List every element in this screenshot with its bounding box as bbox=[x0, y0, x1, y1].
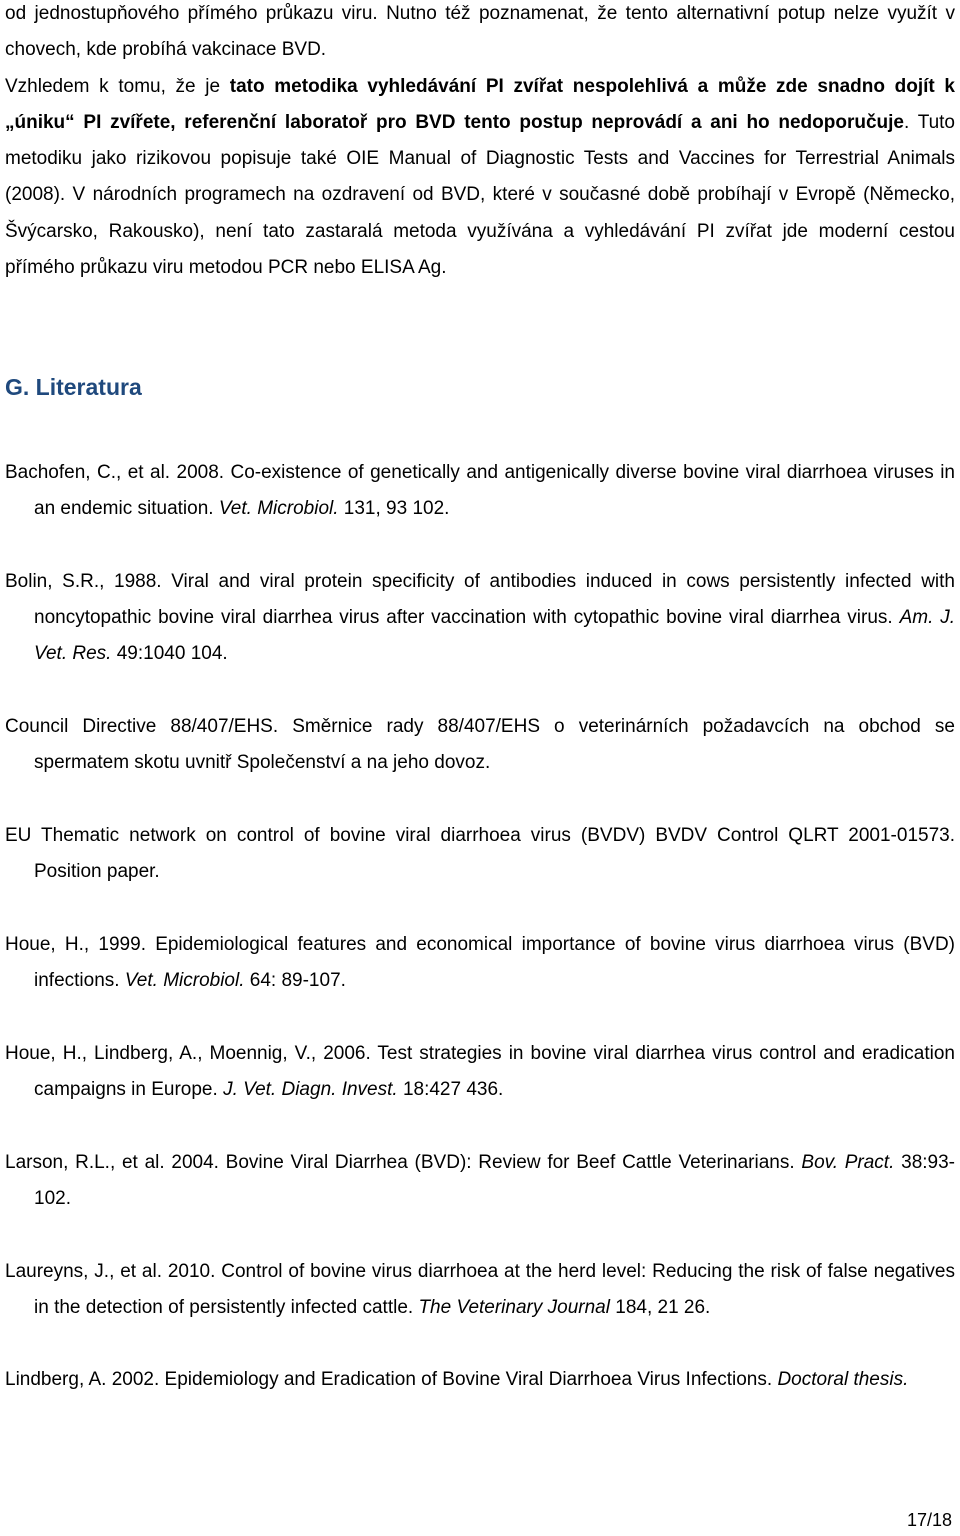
reference-list bbox=[5, 455, 955, 1435]
reference-text: EU Thematic network on control of bovine viral diarrhoea virus (BVDV) BVDV Control QLRT 2001-01573. Position paper. bbox=[5, 824, 955, 883]
reference-tail: 18:427 436. bbox=[397, 1079, 504, 1101]
reference-item bbox=[5, 564, 955, 673]
intro-paragraph-2-lead: Vzhledem k tomu, že je bbox=[5, 75, 230, 97]
reference-journal: Bov. Pract. bbox=[801, 1151, 895, 1173]
intro-paragraph-1: od jednostupňového přímého průkazu viru. Nutno též poznamenat, že tento alternativní potup nelze využít v chovech, kde probíhá vakcinace BVD. bbox=[5, 3, 955, 61]
reference-journal: J. Vet. Diagn. Invest. bbox=[223, 1079, 398, 1101]
reference-item bbox=[5, 1362, 955, 1398]
reference-item bbox=[5, 818, 955, 891]
document-page bbox=[5, 0, 956, 1391]
reference-text: Bachofen, C., et al. 2008. Co-existence of genetically and antigenically diverse bovine viral diarrhoea viruses in an endemic situation. bbox=[5, 462, 955, 520]
reference-text: Laureyns, J., et al. 2010. Control of bovine virus diarrhoea at the herd level: Reducing the risk of false negatives in the detection of persistently infected cattle. bbox=[5, 1260, 955, 1318]
page-number: 17/18 bbox=[906, 1510, 952, 1530]
reference-tail: 184, 21 26. bbox=[609, 1296, 711, 1318]
reference-tail: 38:93-102. bbox=[34, 1151, 955, 1209]
reference-item bbox=[5, 455, 955, 528]
reference-text: Bolin, S.R., 1988. Viral and viral protein specificity of antibodies induced in cows persistently infected with noncytopathic bovine viral diarrhea virus after vaccination with cytopathic bovine viral diarrhea virus. bbox=[5, 570, 955, 629]
intro-paragraph-2-bold: tato metodika vyhledávání PI zvířat nespolehlivá a může zde snadno dojít k „úniku“ PI zvířete, referenční laboratoř pro BVD tento postup neprovádí a ani ho nedoporučuje bbox=[5, 75, 955, 133]
reference-journal: The Veterinary Journal bbox=[418, 1296, 610, 1318]
reference-text: Council Directive 88/407/EHS. Směrnice rady 88/407/EHS o veterinárních požadavcích na obchod se spermatem skotu uvnitř Společenství a na jeho dovoz. bbox=[5, 716, 955, 774]
reference-item bbox=[5, 1254, 955, 1327]
reference-tail: 64: 89-107. bbox=[244, 970, 346, 992]
reference-journal: Vet. Microbiol. bbox=[124, 970, 245, 992]
section-heading: G. Literatura bbox=[5, 374, 142, 400]
reference-item bbox=[5, 1145, 955, 1218]
reference-item bbox=[5, 709, 955, 782]
reference-text: Houe, H., Lindberg, A., Moennig, V., 2006. Test strategies in bovine viral diarrhea virus control and eradication campaigns in Europe. bbox=[5, 1042, 955, 1101]
reference-text: Larson, R.L., et al. 2004. Bovine Viral Diarrhea (BVD): Review for Beef Cattle Veterinarians. bbox=[5, 1151, 802, 1173]
reference-journal: Doctoral thesis. bbox=[777, 1369, 909, 1391]
reference-text: Houe, H., 1999. Epidemiological features and economical importance of bovine virus diarrhoea virus (BVD) infections. bbox=[5, 933, 955, 992]
intro-paragraph-2 bbox=[5, 69, 955, 287]
reference-item bbox=[5, 1036, 955, 1109]
reference-journal: Vet. Microbiol. bbox=[218, 498, 339, 520]
reference-journal: Am. J. Vet. Res. bbox=[34, 607, 955, 665]
reference-tail: 131, 93 102. bbox=[338, 498, 450, 520]
reference-item bbox=[5, 927, 955, 1000]
intro-paragraph-2-rest: . Tuto metodiku jako rizikovou popisuje také OIE Manual of Diagnostic Tests and Vaccines for Terrestrial Animals (2008). V národních programech na ozdravení od BVD, které v současné době probíhají v Evropě (Německo, Švýcarsko, Rakousko), není tato zastaralá metoda využívána a vyhledávání PI zvířat jde moderní cestou přímého průkazu viru metodou PCR nebo ELISA Ag. bbox=[5, 111, 956, 279]
reference-text: Lindberg, A. 2002. Epidemiology and Eradication of Bovine Viral Diarrhoea Virus Infections. bbox=[5, 1369, 778, 1391]
reference-tail: 49:1040 104. bbox=[111, 643, 228, 665]
